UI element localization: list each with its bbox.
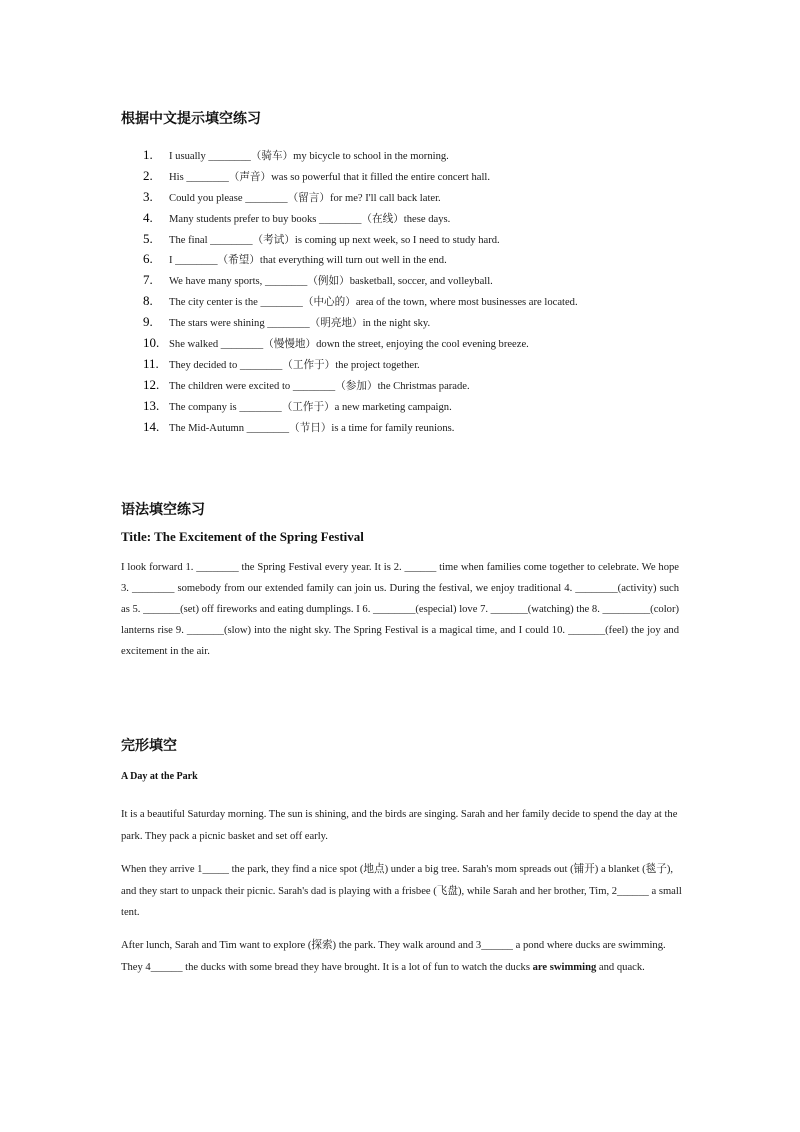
list-item: [143, 145, 578, 166]
item-number: 3.: [143, 188, 153, 204]
item-text: I usually ________（骑车）my bicycle to school in the morning.: [169, 151, 449, 162]
item-number: 10.: [143, 335, 160, 351]
list-item: [143, 208, 578, 229]
cloze-paragraph-2: When they arrive 1_____ the park, they find a nice spot (地点) under a big tree. Sarah's mom spreads out (铺开) a blanket (毯子), and they start to unpack their picnic. Sarah's dad is playing with a frisbee (飞盘), while Sarah and her brother, Tim, 2______ a small tent.: [121, 864, 682, 918]
item-text: Many students prefer to buy books ________（在线）these days.: [169, 213, 451, 225]
item-number: 7.: [143, 272, 153, 288]
item-number: 5.: [143, 230, 153, 246]
item-number: 8.: [143, 293, 153, 309]
item-text: The children were excited to ________（参加）the Christmas parade.: [169, 380, 470, 392]
item-text: The stars were shining ________（明亮地）in the night sky.: [169, 318, 431, 330]
item-number: 2.: [143, 167, 153, 183]
fill-in-list: [143, 145, 578, 437]
item-number: 1.: [143, 147, 153, 162]
cloze-paragraph-3: [121, 935, 686, 978]
list-item: [143, 187, 578, 208]
item-number: 9.: [143, 314, 153, 330]
list-item: [143, 249, 578, 270]
item-text: The company is ________（工作于）a new marketing campaign.: [169, 401, 452, 413]
cloze-paragraph-1: It is a beautiful Saturday morning. The sun is shining, and the birds are singing. Sarah and her family decide to spend the day at the park. They pack a picnic basket and set off early.: [121, 809, 678, 842]
cloze-paragraph-3-end: and quack.: [596, 961, 645, 973]
section2-heading: 语法填空练习: [121, 502, 205, 518]
item-number: 4.: [143, 209, 153, 225]
cloze-subtitle: A Day at the Park: [121, 771, 198, 782]
item-number: 6.: [143, 251, 153, 267]
bold-phrase: are swimming: [532, 961, 597, 973]
item-number: 13.: [143, 397, 160, 413]
list-item: [143, 333, 578, 354]
item-text: His ________（声音）was so powerful that it filled the entire concert hall.: [169, 171, 490, 183]
list-item: [143, 270, 578, 291]
item-text: The final ________（考试）is coming up next week, so I need to study hard.: [169, 234, 500, 246]
item-text: The city center is the ________（中心的）area of the town, where most businesses are located.: [169, 297, 578, 309]
section3-heading: 完形填空: [121, 738, 177, 754]
list-item: [143, 354, 578, 375]
cloze-paragraph-3-text: After lunch, Sarah and Tim want to explore (探索) the park. They walk around and 3______ a pond where ducks are swimming. They 4______ the ducks with some bread they have brought. It is a lot of fun to watch the ducks: [121, 940, 666, 973]
section1-heading: 根据中文提示填空练习: [121, 111, 261, 127]
item-number: 14.: [143, 418, 160, 434]
item-text: I ________（希望）that everything will turn out well in the end.: [169, 255, 447, 267]
list-item: [143, 166, 578, 187]
item-text: Could you please ________（留言）for me? I'll call back later.: [169, 192, 441, 204]
item-number: 11.: [143, 355, 159, 371]
list-item: [143, 229, 578, 250]
list-item: [143, 291, 578, 312]
item-text: She walked ________（慢慢地）down the street, enjoying the cool evening breeze.: [169, 339, 529, 351]
item-text: The Mid-Autumn ________（节日）is a time for family reunions.: [169, 422, 455, 434]
item-text: They decided to ________（工作于）the project together.: [169, 359, 420, 371]
item-text: We have many sports, ________（例如）basketball, soccer, and volleyball.: [169, 276, 493, 288]
list-item: [143, 417, 578, 438]
list-item: [143, 396, 578, 417]
list-item: [143, 312, 578, 333]
grammar-passage: I look forward 1. ________ the Spring Festival every year. It is 2. ______ time when families come together to celebrate. We hope 3. ________ somebody from our extended family can join us. During the festival, we enjoy traditional 4. ________(activity) such as 5. _______(set) off fireworks and eating dumplings. I 6. ________(especial) love 7. _______(watching) the 8. _________(color) lanterns rise 9. _______(slow) into the night sky. The Spring Festival is a magical time, and I could 10. _______(feel) the joy and excitement in the air.: [121, 562, 679, 657]
item-number: 12.: [143, 376, 160, 392]
passage-title: Title: The Excitement of the Spring Festival: [121, 529, 364, 544]
list-item: [143, 375, 578, 396]
